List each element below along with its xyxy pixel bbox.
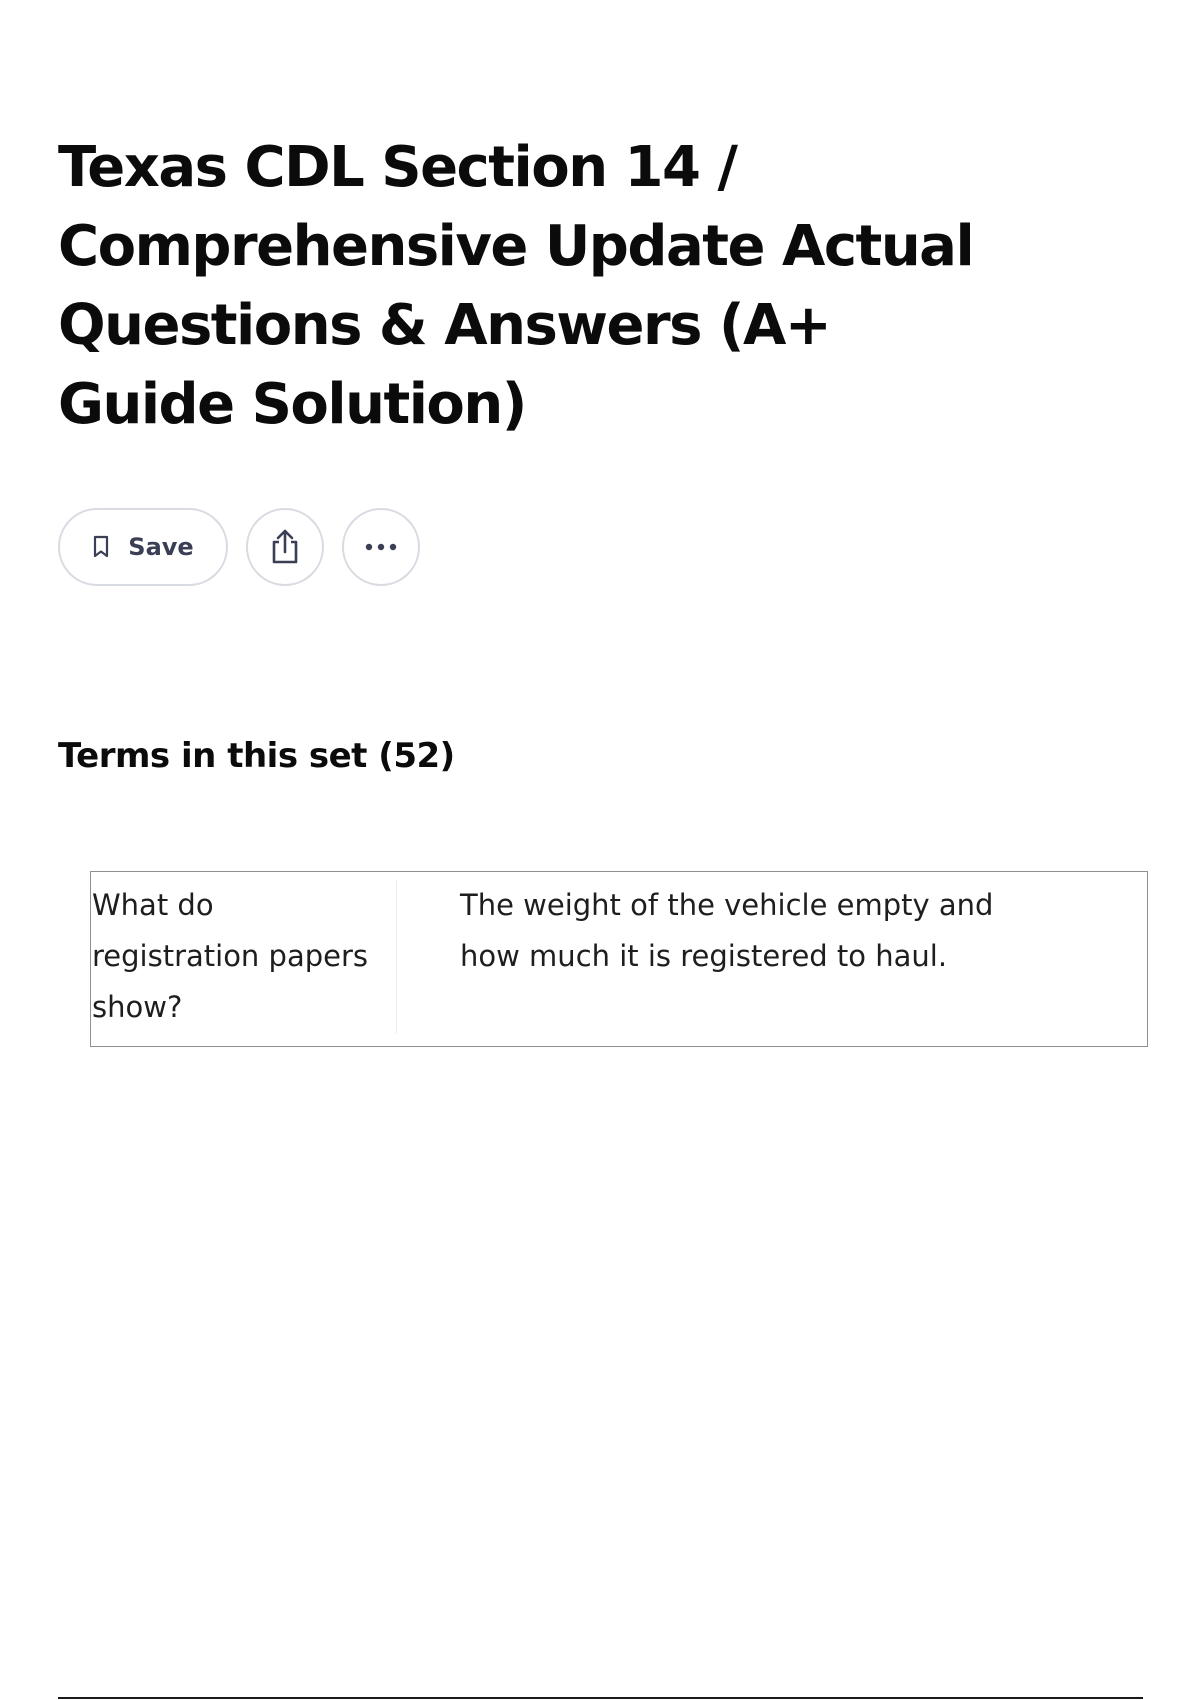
term-card[interactable] [90,871,1148,1047]
share-button[interactable] [246,508,324,586]
more-options-button[interactable] [342,508,420,586]
page-bottom-divider [58,1697,1143,1699]
terms-section-heading: Terms in this set (52) [58,736,455,776]
term-divider [396,880,397,1034]
term-text: What do registration papers show? [92,888,368,1024]
definition-text: The weight of the vehicle empty and how much it is registered to haul. [460,888,994,973]
action-bar [58,508,420,586]
more-icon [363,542,399,552]
page-title: Texas CDL Section 14 / Comprehensive Update Actual Questions & Answers (A+ Guide Solution) [58,135,974,437]
save-button-label: Save [128,533,194,561]
share-icon [267,528,303,566]
save-button[interactable] [58,508,228,586]
bookmark-icon [92,535,110,559]
